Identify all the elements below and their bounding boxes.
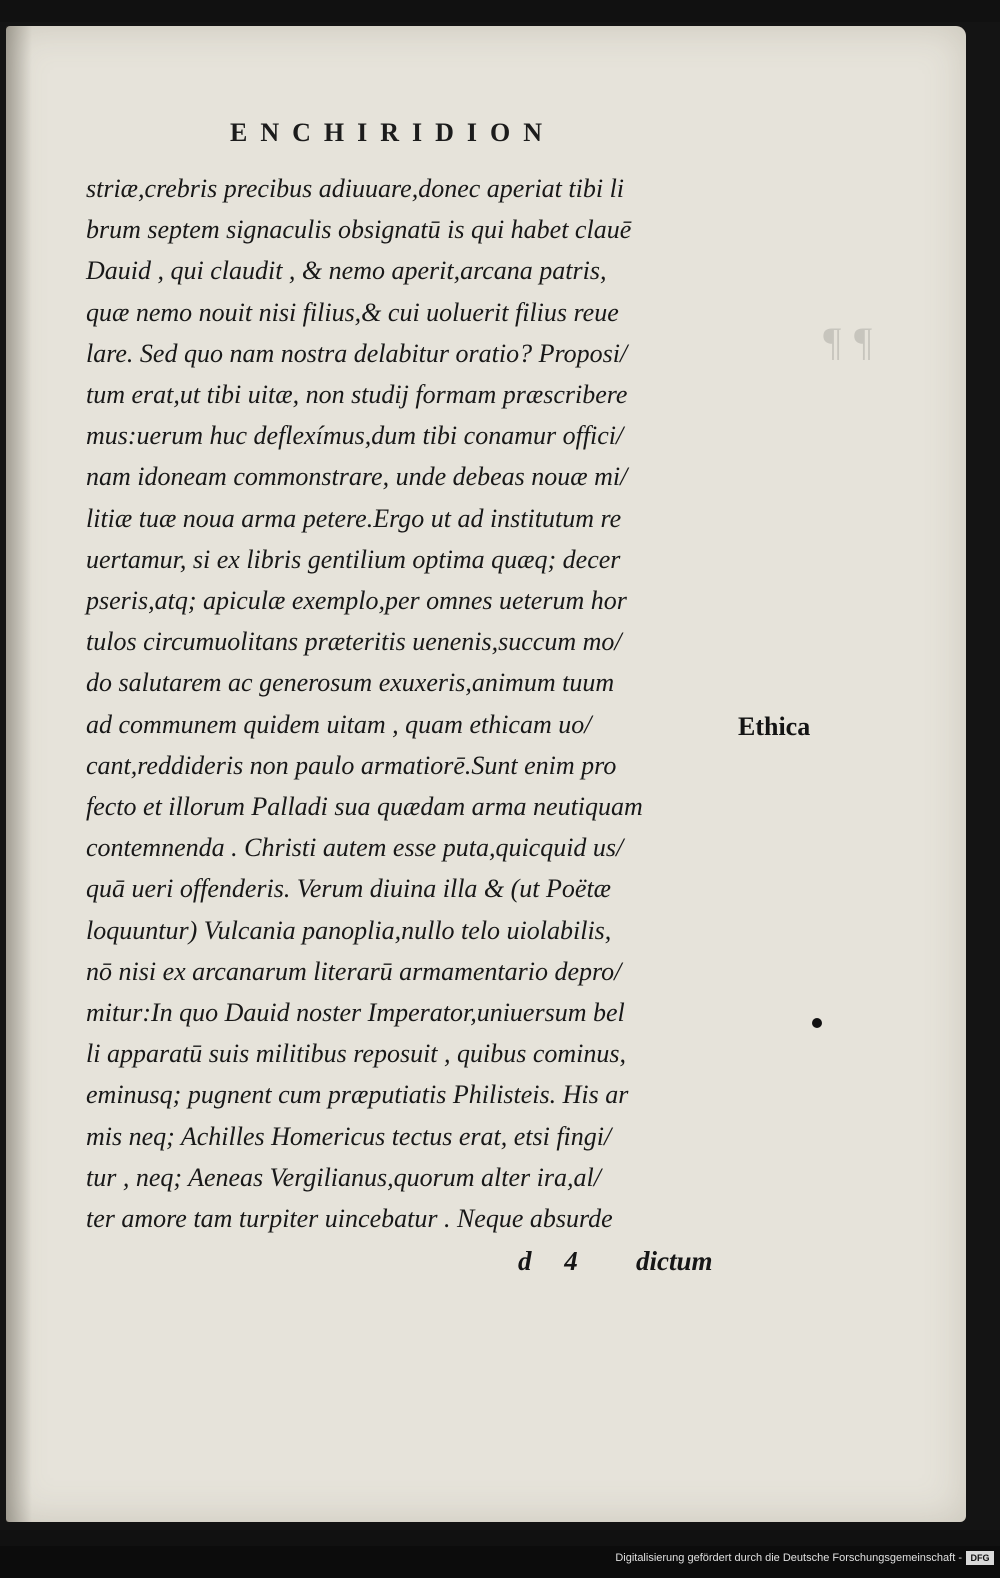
running-head: ENCHIRIDION <box>230 118 556 147</box>
text-line: quā ueri offenderis. Verum diuina illa & (ut Poëtæ <box>86 874 612 904</box>
text-line: Dauid , qui claudit , & nemo aperit,arcana patris, <box>86 256 607 286</box>
text-line: tur , neq; Aeneas Vergilianus,quorum alter ira,al/ <box>86 1162 601 1192</box>
text-line: eminusq; pugnent cum præputiatis Philisteis. His ar <box>86 1080 629 1110</box>
text-line: quæ nemo nouit nisi filius,& cui uoluerit filius reue <box>86 297 619 327</box>
text-line: tum erat,ut tibi uitæ, non studij formam præscribere <box>86 380 628 410</box>
margin-dot <box>812 1018 822 1028</box>
text-line: lare. Sed quo nam nostra delabitur oratio? Proposi/ <box>86 338 628 368</box>
text-line: do salutarem ac generosum exuxeris,animum tuum <box>86 668 615 698</box>
text-line: uertamur, si ex libris gentilium optima quæq; decer <box>86 544 621 574</box>
footer-credit: Digitalisierung gefördert durch die Deutsche Forschungsgemeinschaft - <box>615 1552 962 1564</box>
dfg-logo: DFG <box>966 1551 994 1565</box>
text-line: nō nisi ex arcanarum literarū armamentario depro/ <box>86 956 622 986</box>
body-text <box>86 168 746 1239</box>
text-line: nam idoneam commonstrare, unde debeas nouæ mi/ <box>86 462 628 492</box>
signature-mark: d 4 <box>518 1246 578 1276</box>
text-line: tulos circumuolitans præteritis uenenis,succum mo/ <box>86 627 622 657</box>
text-line: fecto et illorum Palladi sua quædam arma neutiquam <box>86 792 643 822</box>
footer-bar <box>0 1546 1000 1578</box>
text-line: mus:uerum huc deflexímus,dum tibi conamur offici/ <box>86 421 624 451</box>
catchword: dictum <box>636 1246 713 1276</box>
text-line: li apparatū suis militibus reposuit , quibus cominus, <box>86 1039 627 1069</box>
text-line: brum septem signaculis obsignatū is qui habet clauē <box>86 215 632 245</box>
marginal-note: Ethica <box>738 712 811 741</box>
text-line: litiæ tuæ noua arma petere.Ergo ut ad institutum re <box>86 503 622 533</box>
text-line: ad communem quidem uitam , quam ethicam uo/ <box>86 709 592 739</box>
text-line: ter amore tam turpiter uincebatur . Neque absurde <box>86 1204 613 1234</box>
text-line: striæ,crebris precibus adiuuare,donec aperiat tibi li <box>86 174 625 203</box>
show-through-marks: ¶ ¶ <box>821 319 873 364</box>
text-line: contemnenda . Christi autem esse puta,quicquid us/ <box>86 833 624 863</box>
text-line: pseris,atq; apiculæ exemplo,per omnes ueterum hor <box>86 586 627 616</box>
text-line: cant,reddideris non paulo armatiorē.Sunt enim pro <box>86 750 617 780</box>
text-line: mitur:In quo Dauid noster Imperator,uniuersum bel <box>86 998 625 1028</box>
text-line: mis neq; Achilles Homericus tectus erat, etsi fingi/ <box>86 1121 612 1151</box>
text-line: loquuntur) Vulcania panoplia,nullo telo uiolabilis, <box>86 915 612 945</box>
